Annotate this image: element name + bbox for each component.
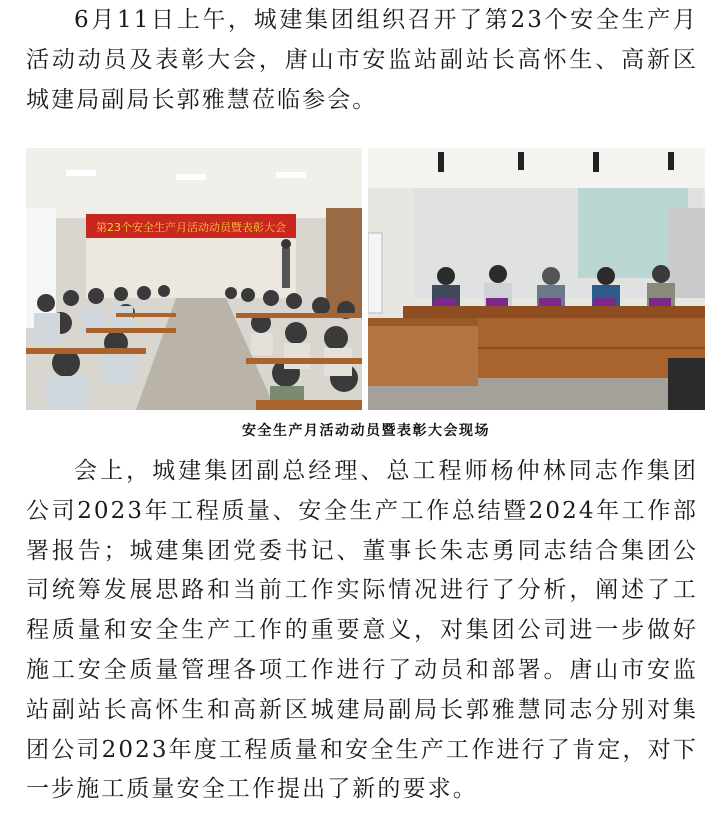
photo-audience: [26, 148, 362, 410]
photo-presidium: [368, 148, 705, 410]
article-paragraph-intro: 6月11日上午，城建集团组织召开了第23个安全生产月活动动员及表彰大会，唐山市安监站副站长高怀生、高新区城建局副局长郭雅慧莅临参会。: [26, 7, 698, 113]
photo-caption: 安全生产月活动动员暨表彰大会现场: [242, 423, 490, 439]
article-paragraph-body: 会上，城建集团副总经理、总工程师杨仲林同志作集团公司2023年工程质量、安全生产工作总结暨2024年工作部署报告；城建集团党委书记、董事长朱志勇同志结合集团公司统筹发展思路和当前工作实际情况进行了分析，阐述了工程质量和安全生产工作的重要意义，对集团公司进一步做好施工安全质量管理各项工作进行了动员和部署。唐山市安监站副站长高怀生和高新区城建局副局长郭雅慧同志分别对集团公司2023年度工程质量和安全生产工作进行了肯定，对下一步施工质量安全工作提出了新的要求。: [26, 458, 698, 803]
banner-text: 第23个安全生产月活动动员暨表彰大会: [96, 221, 286, 234]
